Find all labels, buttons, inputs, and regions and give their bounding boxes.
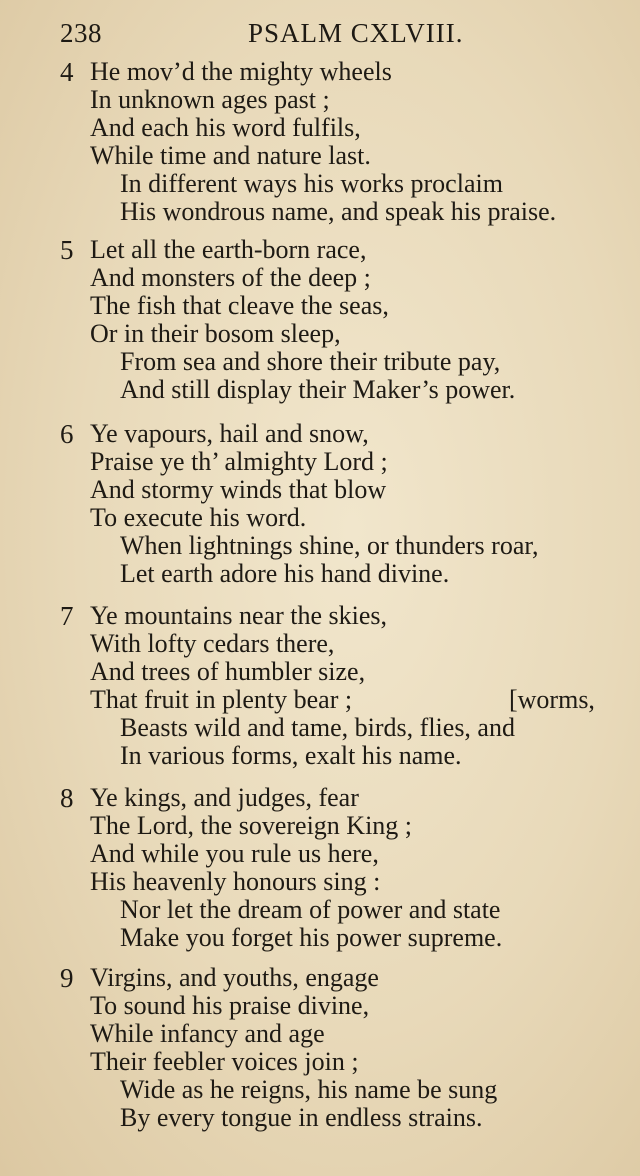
verse-line: And trees of humbler size, <box>90 657 366 686</box>
stanza-number: 4 <box>60 57 74 87</box>
verse-line: And each his word fulfils, <box>90 113 361 142</box>
verse-line: Let all the earth-born race, <box>90 235 367 264</box>
page-number: 238 <box>60 18 102 48</box>
verse-line: Beasts wild and tame, birds, flies, and <box>120 713 515 742</box>
verse-line: Ye kings, and judges, fear <box>90 783 359 812</box>
verse-line: He mov’d the mighty wheels <box>90 57 392 86</box>
verse-line: Wide as he reigns, his name be sung <box>120 1075 498 1104</box>
verse-line: With lofty cedars there, <box>90 629 335 658</box>
verse-line: From sea and shore their tribute pay, <box>120 347 501 376</box>
verse-line: His wondrous name, and speak his praise. <box>120 197 557 226</box>
verse-line: Ye mountains near the skies, <box>90 601 388 630</box>
verse-line: In various forms, exalt his name. <box>120 741 462 770</box>
stanza-number: 8 <box>60 783 74 813</box>
verse-line: To execute his word. <box>90 503 307 532</box>
verse-line: Let earth adore his hand divine. <box>120 559 450 588</box>
verse-line: That fruit in plenty bear ; <box>90 685 353 714</box>
stanza-number: 7 <box>60 601 74 631</box>
verse-line: Ye vapours, hail and snow, <box>90 419 369 448</box>
page-header <box>0 18 640 54</box>
verse-line: The fish that cleave the seas, <box>90 291 389 320</box>
page-title: PSALM CXLVIII. <box>248 18 464 48</box>
verse-line: The Lord, the sovereign King ; <box>90 811 413 840</box>
stanza-number: 5 <box>60 235 74 265</box>
verse-line: When lightnings shine, or thunders roar, <box>120 531 539 560</box>
verse-line: Nor let the dream of power and state <box>120 895 501 924</box>
verse-line: To sound his praise divine, <box>90 991 370 1020</box>
verse-line: And monsters of the deep ; <box>90 263 371 292</box>
verse-line: By every tongue in endless strains. <box>120 1103 483 1132</box>
verse-line: While infancy and age <box>90 1019 325 1048</box>
verse-line: Their feebler voices join ; <box>90 1047 359 1076</box>
verse-line: And still display their Maker’s power. <box>120 375 516 404</box>
verse-line: Praise ye th’ almighty Lord ; <box>90 447 388 476</box>
verse-line: And while you rule us here, <box>90 839 379 868</box>
verse-line: His heavenly honours sing : <box>90 867 381 896</box>
stanza-number: 6 <box>60 419 74 449</box>
stanza-number: 9 <box>60 963 74 993</box>
verse-line: In different ways his works proclaim <box>120 169 503 198</box>
verse-line: Or in their bosom sleep, <box>90 319 341 348</box>
turnover-word: [worms, <box>509 685 595 714</box>
verse-line: In unknown ages past ; <box>90 85 330 114</box>
verse-line: Make you forget his power supreme. <box>120 923 503 952</box>
verse-line: While time and nature last. <box>90 141 371 170</box>
verse-line: And stormy winds that blow <box>90 475 387 504</box>
verse-line: Virgins, and youths, engage <box>90 963 379 992</box>
